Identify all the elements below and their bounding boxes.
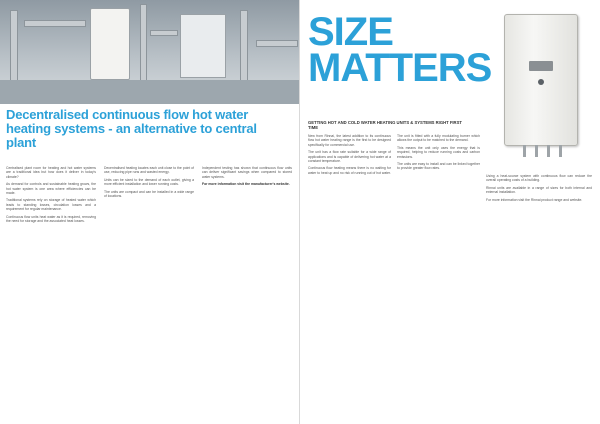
paragraph: The units are easy to install and can be linked together to provide greater flow rates. [397, 162, 480, 171]
paragraph: Centralised plant room for heating and hot water systems are a traditional idea but how does it deliver in today's climate? [6, 166, 96, 179]
paragraph: Traditional systems rely on storage of heated water which leads to standing losses, circulation losses and a requirement for regular maintenance. [6, 198, 96, 212]
paragraph: The units are compact and can be installed in a wide range of locations. [104, 189, 194, 199]
paragraph: For more information visit the manufacturer's website. [202, 182, 290, 187]
article-title [308, 10, 492, 90]
left-column-2 [104, 166, 194, 416]
left-column-1 [6, 166, 96, 416]
paragraph: New from Rinnai, the latest addition to its continuous flow hot water heating range is the first to be designed specifically for commercial use. [308, 134, 391, 147]
paragraph: The unit has a flow rate suitable for a wide range of applications and is capable of delivering hot water at a constant temperature. [308, 150, 391, 164]
title-line-2: MATTERS [308, 46, 492, 90]
paragraph: Independent testing has shown that continuous flow units can deliver significant savings when compared to stored water systems. [202, 166, 292, 179]
left-column-3 [202, 166, 292, 416]
paragraph: Continuous flow units heat water as it is required, removing the need for storage and the associated heat losses. [6, 214, 96, 224]
article-subhead: GETTING HOT AND COLD WATER HEATING UNITS & SYSTEMS RIGHT FIRST TIME [308, 120, 462, 131]
right-column-1 [308, 134, 391, 418]
boiler-unit [90, 8, 130, 80]
paragraph: As demand for controls and sustainable heating grows, the hot water system is one area where efficiencies can be made. [6, 182, 96, 196]
right-body [308, 134, 480, 418]
plant-room-photo [0, 0, 300, 104]
control-panel [529, 61, 553, 71]
title-line-1: SIZE [308, 10, 393, 54]
paragraph: This means the unit only uses the energy that is required, helping to reduce running costs and carbon emissions. [397, 145, 480, 159]
paragraph: Units can be sized to the demand of each outlet, giving a more efficient installation and lower running costs. [104, 177, 194, 187]
paragraph: Decentralised heating locates each unit close to the point of use, reducing pipe runs and wasted energy. [104, 166, 194, 175]
paragraph: Rinnai units are available in a range of sizes for both internal and external installation. [486, 185, 592, 195]
right-column-2 [397, 134, 480, 418]
paragraph: Using a heat-source system with continuous flow can reduce the overall operating costs of a building. [486, 174, 592, 183]
paragraph: The unit is fitted with a fully modulating burner which allows the output to be matched to the demand. [397, 134, 480, 143]
indicator-light [538, 79, 544, 85]
left-body [6, 166, 292, 416]
water-heater-image [504, 14, 578, 146]
paragraph: Continuous flow heating means there is no waiting for water to heat up and no risk of running out of hot water. [308, 166, 391, 175]
paragraph: For more information visit the Rinnai product range and website. [486, 197, 583, 202]
side-column [486, 174, 592, 418]
cylinder-unit [180, 14, 226, 78]
right-page [300, 0, 600, 424]
article-headline: Decentralised continuous flow hot water heating systems - an alternative to central plant [6, 107, 257, 150]
